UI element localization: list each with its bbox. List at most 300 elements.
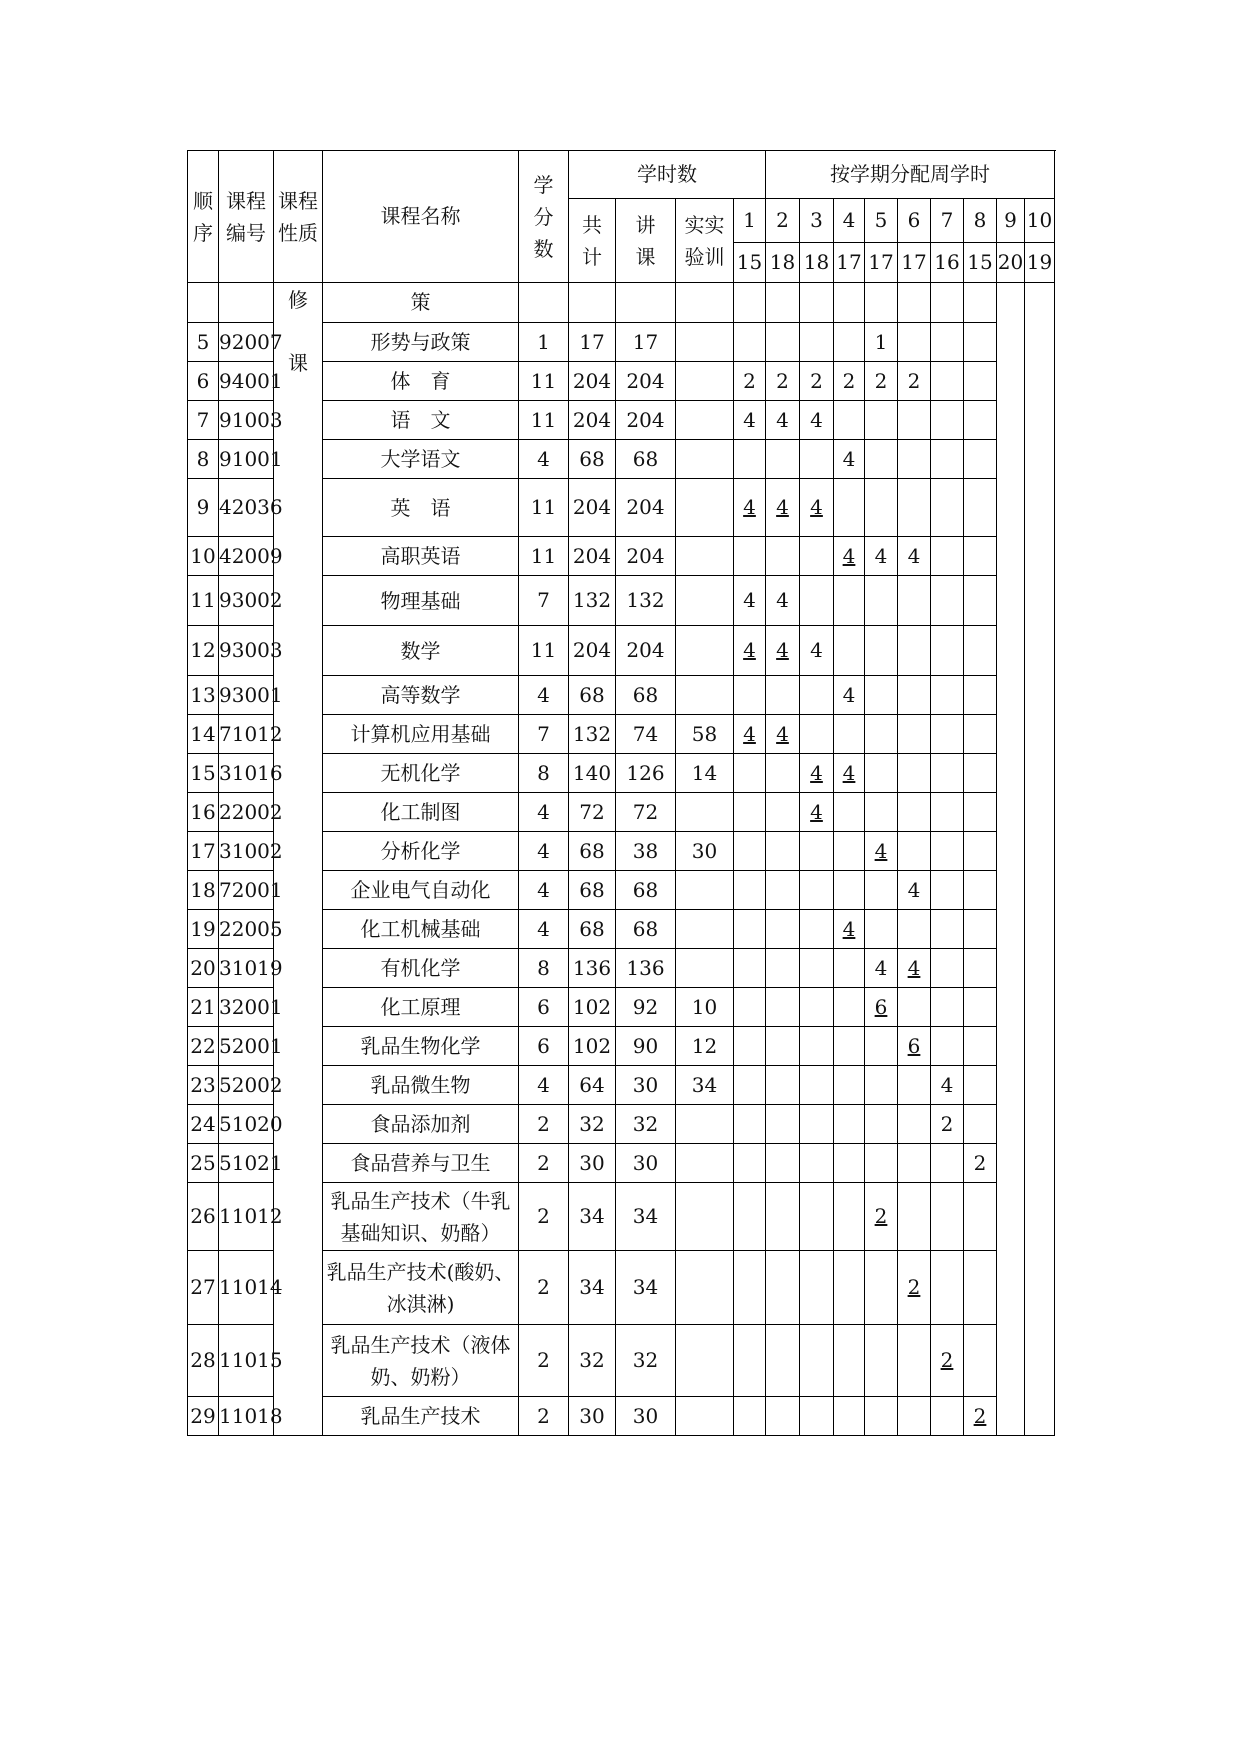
row-semester-7-hours xyxy=(931,1251,964,1325)
row-semester-6-hours xyxy=(898,715,931,754)
row-semester-2-hours xyxy=(766,1144,800,1183)
row-hours-lecture: 38 xyxy=(616,832,676,871)
row-semester-3-hours xyxy=(800,754,834,793)
row-seq: 22 xyxy=(188,1027,219,1066)
header-hours-lab: 实实 验训 xyxy=(676,199,734,283)
row-credits: 7 xyxy=(519,576,569,626)
row-seq: 16 xyxy=(188,793,219,832)
row-course-name: 高职英语 xyxy=(323,537,519,576)
row-hours-total: 136 xyxy=(569,949,616,988)
row-credits: 11 xyxy=(519,537,569,576)
row-hours-lecture: 68 xyxy=(616,871,676,910)
row-credits: 4 xyxy=(519,910,569,949)
row-semester-6-hours xyxy=(898,479,931,537)
row-hours-total: 204 xyxy=(569,626,616,676)
row-course-name: 数学 xyxy=(323,626,519,676)
weekly-hours-value: 2 xyxy=(776,368,789,393)
row-seq: 27 xyxy=(188,1251,219,1325)
weekly-hours-value: 4 xyxy=(776,588,789,612)
row-semester-5-hours xyxy=(865,1183,898,1251)
row-hours-lecture: 74 xyxy=(616,715,676,754)
row-semester-8-hours xyxy=(964,1027,997,1066)
weekly-hours-value: 2 xyxy=(810,368,823,393)
row-hours-lecture: 204 xyxy=(616,626,676,676)
row-semester-6-hours xyxy=(898,832,931,871)
row-semester-6-hours xyxy=(898,1325,931,1397)
row-semester-5-hours xyxy=(865,576,898,626)
row-semester-7-hours xyxy=(931,1066,964,1105)
row-credits: 6 xyxy=(519,1027,569,1066)
row-semester-2-hours xyxy=(766,1325,800,1397)
row-semester-7-hours xyxy=(931,949,964,988)
row-semester-4-hours xyxy=(834,910,865,949)
row-semester-5-hours xyxy=(865,949,898,988)
row-hours-total: 34 xyxy=(569,1183,616,1251)
weekly-hours-value: 2 xyxy=(940,1111,954,1136)
row-hours-lecture: 204 xyxy=(616,537,676,576)
header-hours-group: 学时数 xyxy=(569,151,766,199)
weekly-hours-value: 4 xyxy=(743,407,756,432)
row-code: 31016 xyxy=(219,754,274,793)
row-semester-1-hours xyxy=(734,1325,766,1397)
semester-number-10: 10 xyxy=(1025,199,1055,243)
row-course-name: 有机化学 xyxy=(323,949,519,988)
semester-number-8: 8 xyxy=(964,199,997,243)
row-code: 51020 xyxy=(219,1105,274,1144)
row-semester-7-hours xyxy=(931,832,964,871)
row-course-name: 企业电气自动化 xyxy=(323,871,519,910)
row-semester-4-hours xyxy=(834,1027,865,1066)
row-course-name: 分析化学 xyxy=(323,832,519,871)
row-credits: 2 xyxy=(519,1251,569,1325)
row-hours-lecture: 204 xyxy=(616,401,676,440)
weekly-hours-value: 2 xyxy=(874,368,888,393)
weekly-hours-value: 4 xyxy=(810,760,823,785)
weekly-hours-value: 4 xyxy=(907,543,921,568)
row-semester-3-hours xyxy=(800,576,834,626)
row-hours-total: 204 xyxy=(569,362,616,401)
row-code: 42009 xyxy=(219,537,274,576)
row-code: 52002 xyxy=(219,1066,274,1105)
row-semester-5-hours xyxy=(865,1027,898,1066)
row-semester-5-hours xyxy=(865,1251,898,1325)
row-semester-4-hours xyxy=(834,988,865,1027)
row-semester-6-hours xyxy=(898,949,931,988)
row-hours-lab: 34 xyxy=(676,1066,734,1105)
row-hours-lecture: 68 xyxy=(616,910,676,949)
continuation-row xyxy=(188,283,1055,323)
row-semester-3-hours xyxy=(800,715,834,754)
row-credits: 7 xyxy=(519,715,569,754)
row-hours-lab: 58 xyxy=(676,715,734,754)
row-semester-8-hours xyxy=(964,440,997,479)
row-semester-2-hours xyxy=(766,362,800,401)
row-course-name: 英 语 xyxy=(323,479,519,537)
row-semester-1-hours xyxy=(734,401,766,440)
weekly-hours-value: 4 xyxy=(842,916,856,941)
header-type: 课程性质 xyxy=(274,151,323,283)
semester-weeks-7: 16 xyxy=(931,243,964,283)
header-row-1 xyxy=(188,151,1055,199)
row-semester-2-hours xyxy=(766,949,800,988)
row-semester-4-hours xyxy=(834,1144,865,1183)
row-hours-total: 68 xyxy=(569,832,616,871)
row-semester-5-hours xyxy=(865,479,898,537)
weekly-hours-value: 4 xyxy=(842,682,856,707)
row-code: 94001 xyxy=(219,362,274,401)
weekly-hours-value: 4 xyxy=(874,543,888,568)
row-semester-3-hours xyxy=(800,323,834,362)
row-semester-6-hours xyxy=(898,1027,931,1066)
row-semester-7-hours xyxy=(931,676,964,715)
row-hours-lecture: 132 xyxy=(616,576,676,626)
row-credits: 2 xyxy=(519,1144,569,1183)
row-credits: 6 xyxy=(519,988,569,1027)
row-semester-4-hours xyxy=(834,362,865,401)
row-semester-1-hours xyxy=(734,479,766,537)
row-code: 11018 xyxy=(219,1397,274,1436)
row-semester-1-hours xyxy=(734,832,766,871)
row-semester-6-hours xyxy=(898,323,931,362)
row-hours-total: 204 xyxy=(569,401,616,440)
row-semester-4-hours xyxy=(834,479,865,537)
row-course-name: 乳品生物化学 xyxy=(323,1027,519,1066)
row-code: 11012 xyxy=(219,1183,274,1251)
row-seq: 19 xyxy=(188,910,219,949)
row-semester-3-hours xyxy=(800,871,834,910)
row-credits: 11 xyxy=(519,362,569,401)
row-semester-7-hours xyxy=(931,440,964,479)
row-semester-6-hours xyxy=(898,440,931,479)
row-semester-3-hours xyxy=(800,401,834,440)
row-semester-7-hours xyxy=(931,479,964,537)
row-hours-lab xyxy=(676,1397,734,1436)
row-hours-total: 68 xyxy=(569,871,616,910)
row-course-name: 计算机应用基础 xyxy=(323,715,519,754)
row-semester-1-hours xyxy=(734,1397,766,1436)
row-credits: 4 xyxy=(519,871,569,910)
row-credits: 11 xyxy=(519,401,569,440)
weekly-hours-value: 4 xyxy=(874,838,888,863)
row-semester-8-hours xyxy=(964,1105,997,1144)
continuation-seq xyxy=(188,283,219,323)
header-seq: 顺序 xyxy=(188,151,219,283)
row-hours-total: 68 xyxy=(569,676,616,715)
row-semester-5-hours xyxy=(865,323,898,362)
row-semester-5-hours xyxy=(865,440,898,479)
row-semester-3-hours xyxy=(800,1325,834,1397)
weekly-hours-value: 4 xyxy=(776,495,789,519)
row-semester-3-hours xyxy=(800,793,834,832)
row-course-name: 物理基础 xyxy=(323,576,519,626)
row-semester-2-hours xyxy=(766,832,800,871)
row-seq: 15 xyxy=(188,754,219,793)
row-semester-1-hours xyxy=(734,949,766,988)
row-semester-7-hours xyxy=(931,793,964,832)
row-semester-3-hours xyxy=(800,1066,834,1105)
row-semester-1-hours xyxy=(734,1027,766,1066)
row-semester-4-hours xyxy=(834,949,865,988)
semester-number-6: 6 xyxy=(898,199,931,243)
weekly-hours-value: 4 xyxy=(842,543,856,568)
row-semester-2-hours xyxy=(766,576,800,626)
row-semester-4-hours xyxy=(834,676,865,715)
row-semester-4-hours xyxy=(834,1251,865,1325)
row-semester-5-hours xyxy=(865,793,898,832)
row-semester-8-hours xyxy=(964,871,997,910)
weekly-hours-value: 4 xyxy=(776,721,789,746)
row-semester-5-hours xyxy=(865,626,898,676)
row-hours-lecture: 72 xyxy=(616,793,676,832)
weekly-hours-value: 2 xyxy=(907,368,921,393)
weekly-hours-value: 2 xyxy=(842,368,856,393)
row-course-name: 化工制图 xyxy=(323,793,519,832)
row-semester-2-hours xyxy=(766,910,800,949)
header-code: 课程编号 xyxy=(219,151,274,283)
row-semester-5-hours xyxy=(865,715,898,754)
row-semester-6-hours xyxy=(898,401,931,440)
row-hours-total: 68 xyxy=(569,910,616,949)
row-seq: 21 xyxy=(188,988,219,1027)
row-credits: 4 xyxy=(519,1066,569,1105)
row-hours-lab xyxy=(676,676,734,715)
weekly-hours-value: 4 xyxy=(776,407,789,432)
row-seq: 11 xyxy=(188,576,219,626)
row-hours-total: 72 xyxy=(569,793,616,832)
row-hours-total: 102 xyxy=(569,1027,616,1066)
row-semester-7-hours xyxy=(931,323,964,362)
row-semester-2-hours xyxy=(766,1397,800,1436)
row-hours-lab xyxy=(676,440,734,479)
row-hours-lab: 14 xyxy=(676,754,734,793)
row-seq: 10 xyxy=(188,537,219,576)
row-semester-3-hours xyxy=(800,626,834,676)
row-semester-5-hours xyxy=(865,1397,898,1436)
row-semester-5-hours xyxy=(865,1105,898,1144)
row-semester-7-hours xyxy=(931,1183,964,1251)
row-semester-7-hours xyxy=(931,910,964,949)
weekly-hours-value: 4 xyxy=(810,407,823,432)
row-semester-3-hours xyxy=(800,988,834,1027)
row-semester-6-hours xyxy=(898,793,931,832)
row-semester-7-hours xyxy=(931,362,964,401)
weekly-hours-value: 2 xyxy=(940,1348,954,1372)
row-hours-lab xyxy=(676,537,734,576)
semester-10-column xyxy=(1025,283,1055,1436)
row-hours-lecture: 34 xyxy=(616,1251,676,1325)
row-semester-5-hours xyxy=(865,1325,898,1397)
row-seq: 28 xyxy=(188,1325,219,1397)
header-semester-group: 按学期分配周学时 xyxy=(766,151,1055,199)
row-hours-lecture: 92 xyxy=(616,988,676,1027)
row-semester-7-hours xyxy=(931,871,964,910)
row-semester-3-hours xyxy=(800,1027,834,1066)
row-semester-5-hours xyxy=(865,754,898,793)
row-hours-lab xyxy=(676,1105,734,1144)
row-seq: 9 xyxy=(188,479,219,537)
row-semester-6-hours xyxy=(898,754,931,793)
weekly-hours-value: 4 xyxy=(743,638,756,662)
row-seq: 29 xyxy=(188,1397,219,1436)
row-hours-lab xyxy=(676,1183,734,1251)
row-semester-6-hours xyxy=(898,576,931,626)
row-hours-total: 17 xyxy=(569,323,616,362)
row-course-name: 化工机械基础 xyxy=(323,910,519,949)
row-hours-lab: 12 xyxy=(676,1027,734,1066)
row-seq: 23 xyxy=(188,1066,219,1105)
row-semester-5-hours xyxy=(865,676,898,715)
row-semester-3-hours xyxy=(800,1144,834,1183)
row-course-name: 体 育 xyxy=(323,362,519,401)
course-type-char-2: 课 xyxy=(288,351,308,375)
row-semester-7-hours xyxy=(931,576,964,626)
row-seq: 20 xyxy=(188,949,219,988)
course-type-char-1: 修 xyxy=(288,288,308,312)
row-semester-8-hours xyxy=(964,715,997,754)
row-semester-3-hours xyxy=(800,479,834,537)
row-course-name: 乳品生产技术（液体奶、奶粉） xyxy=(323,1325,519,1397)
row-semester-4-hours xyxy=(834,1066,865,1105)
row-semester-1-hours xyxy=(734,754,766,793)
row-credits: 2 xyxy=(519,1183,569,1251)
row-semester-3-hours xyxy=(800,1183,834,1251)
row-semester-5-hours xyxy=(865,1066,898,1105)
row-semester-1-hours xyxy=(734,440,766,479)
row-code: 31019 xyxy=(219,949,274,988)
row-course-name: 乳品生产技术(酸奶、冰淇淋) xyxy=(323,1251,519,1325)
row-credits: 8 xyxy=(519,754,569,793)
row-semester-8-hours xyxy=(964,754,997,793)
row-semester-8-hours xyxy=(964,576,997,626)
row-credits: 4 xyxy=(519,676,569,715)
weekly-hours-value: 2 xyxy=(874,1204,888,1228)
row-code: 42036 xyxy=(219,479,274,537)
weekly-hours-value: 4 xyxy=(810,638,823,662)
row-semester-6-hours xyxy=(898,1144,931,1183)
continuation-name: 策 xyxy=(323,283,519,323)
row-semester-1-hours xyxy=(734,793,766,832)
row-hours-lab xyxy=(676,401,734,440)
semester-weeks-6: 17 xyxy=(898,243,931,283)
row-semester-7-hours xyxy=(931,626,964,676)
row-semester-2-hours xyxy=(766,871,800,910)
row-credits: 2 xyxy=(519,1397,569,1436)
weekly-hours-value: 4 xyxy=(907,955,921,980)
semester-weeks-10: 19 xyxy=(1025,243,1055,283)
row-seq: 14 xyxy=(188,715,219,754)
semester-weeks-4: 17 xyxy=(834,243,865,283)
row-code: 93003 xyxy=(219,626,274,676)
row-semester-2-hours xyxy=(766,323,800,362)
row-semester-1-hours xyxy=(734,362,766,401)
row-hours-lab: 30 xyxy=(676,832,734,871)
row-semester-1-hours xyxy=(734,537,766,576)
row-semester-8-hours xyxy=(964,1066,997,1105)
row-course-name: 乳品生产技术（牛乳基础知识、奶酪） xyxy=(323,1183,519,1251)
semester-number-7: 7 xyxy=(931,199,964,243)
row-code: 51021 xyxy=(219,1144,274,1183)
row-course-name: 语 文 xyxy=(323,401,519,440)
row-hours-total: 34 xyxy=(569,1251,616,1325)
row-semester-2-hours xyxy=(766,440,800,479)
row-semester-4-hours xyxy=(834,832,865,871)
row-semester-3-hours xyxy=(800,676,834,715)
row-hours-total: 204 xyxy=(569,537,616,576)
row-semester-7-hours xyxy=(931,1397,964,1436)
row-hours-total: 204 xyxy=(569,479,616,537)
weekly-hours-value: 2 xyxy=(973,1403,987,1428)
row-semester-4-hours xyxy=(834,323,865,362)
weekly-hours-value: 4 xyxy=(810,495,823,519)
row-semester-6-hours xyxy=(898,871,931,910)
row-semester-5-hours xyxy=(865,910,898,949)
semester-weeks-1: 15 xyxy=(734,243,766,283)
row-semester-2-hours xyxy=(766,1066,800,1105)
row-hours-total: 30 xyxy=(569,1397,616,1436)
row-semester-8-hours xyxy=(964,1325,997,1397)
row-semester-8-hours xyxy=(964,323,997,362)
row-semester-8-hours xyxy=(964,988,997,1027)
row-course-name: 形势与政策 xyxy=(323,323,519,362)
row-code: 71012 xyxy=(219,715,274,754)
row-semester-3-hours xyxy=(800,1397,834,1436)
row-semester-7-hours xyxy=(931,988,964,1027)
row-hours-total: 64 xyxy=(569,1066,616,1105)
row-semester-5-hours xyxy=(865,362,898,401)
row-semester-2-hours xyxy=(766,1183,800,1251)
row-hours-lab xyxy=(676,1325,734,1397)
row-code: 72001 xyxy=(219,871,274,910)
row-seq: 17 xyxy=(188,832,219,871)
row-semester-1-hours xyxy=(734,1251,766,1325)
row-semester-4-hours xyxy=(834,871,865,910)
semester-weeks-8: 15 xyxy=(964,243,997,283)
weekly-hours-value: 4 xyxy=(743,588,756,612)
row-code: 22002 xyxy=(219,793,274,832)
row-semester-5-hours xyxy=(865,871,898,910)
row-semester-1-hours xyxy=(734,1105,766,1144)
row-semester-1-hours xyxy=(734,715,766,754)
row-course-name: 无机化学 xyxy=(323,754,519,793)
row-semester-2-hours xyxy=(766,1251,800,1325)
row-code: 52001 xyxy=(219,1027,274,1066)
semester-weeks-2: 18 xyxy=(766,243,800,283)
row-hours-total: 132 xyxy=(569,715,616,754)
row-semester-5-hours xyxy=(865,537,898,576)
row-semester-7-hours xyxy=(931,1144,964,1183)
row-semester-2-hours xyxy=(766,479,800,537)
row-semester-1-hours xyxy=(734,323,766,362)
row-semester-4-hours xyxy=(834,440,865,479)
row-semester-6-hours xyxy=(898,1183,931,1251)
row-hours-lab xyxy=(676,871,734,910)
row-semester-2-hours xyxy=(766,754,800,793)
row-semester-4-hours xyxy=(834,1105,865,1144)
row-semester-6-hours xyxy=(898,537,931,576)
row-semester-2-hours xyxy=(766,1027,800,1066)
row-semester-2-hours xyxy=(766,626,800,676)
row-seq: 26 xyxy=(188,1183,219,1251)
semester-weeks-5: 17 xyxy=(865,243,898,283)
row-semester-5-hours xyxy=(865,988,898,1027)
row-semester-8-hours xyxy=(964,832,997,871)
row-semester-2-hours xyxy=(766,537,800,576)
row-semester-8-hours xyxy=(964,1397,997,1436)
row-semester-8-hours xyxy=(964,793,997,832)
row-semester-8-hours xyxy=(964,362,997,401)
continuation-code xyxy=(219,283,274,323)
row-semester-8-hours xyxy=(964,1144,997,1183)
